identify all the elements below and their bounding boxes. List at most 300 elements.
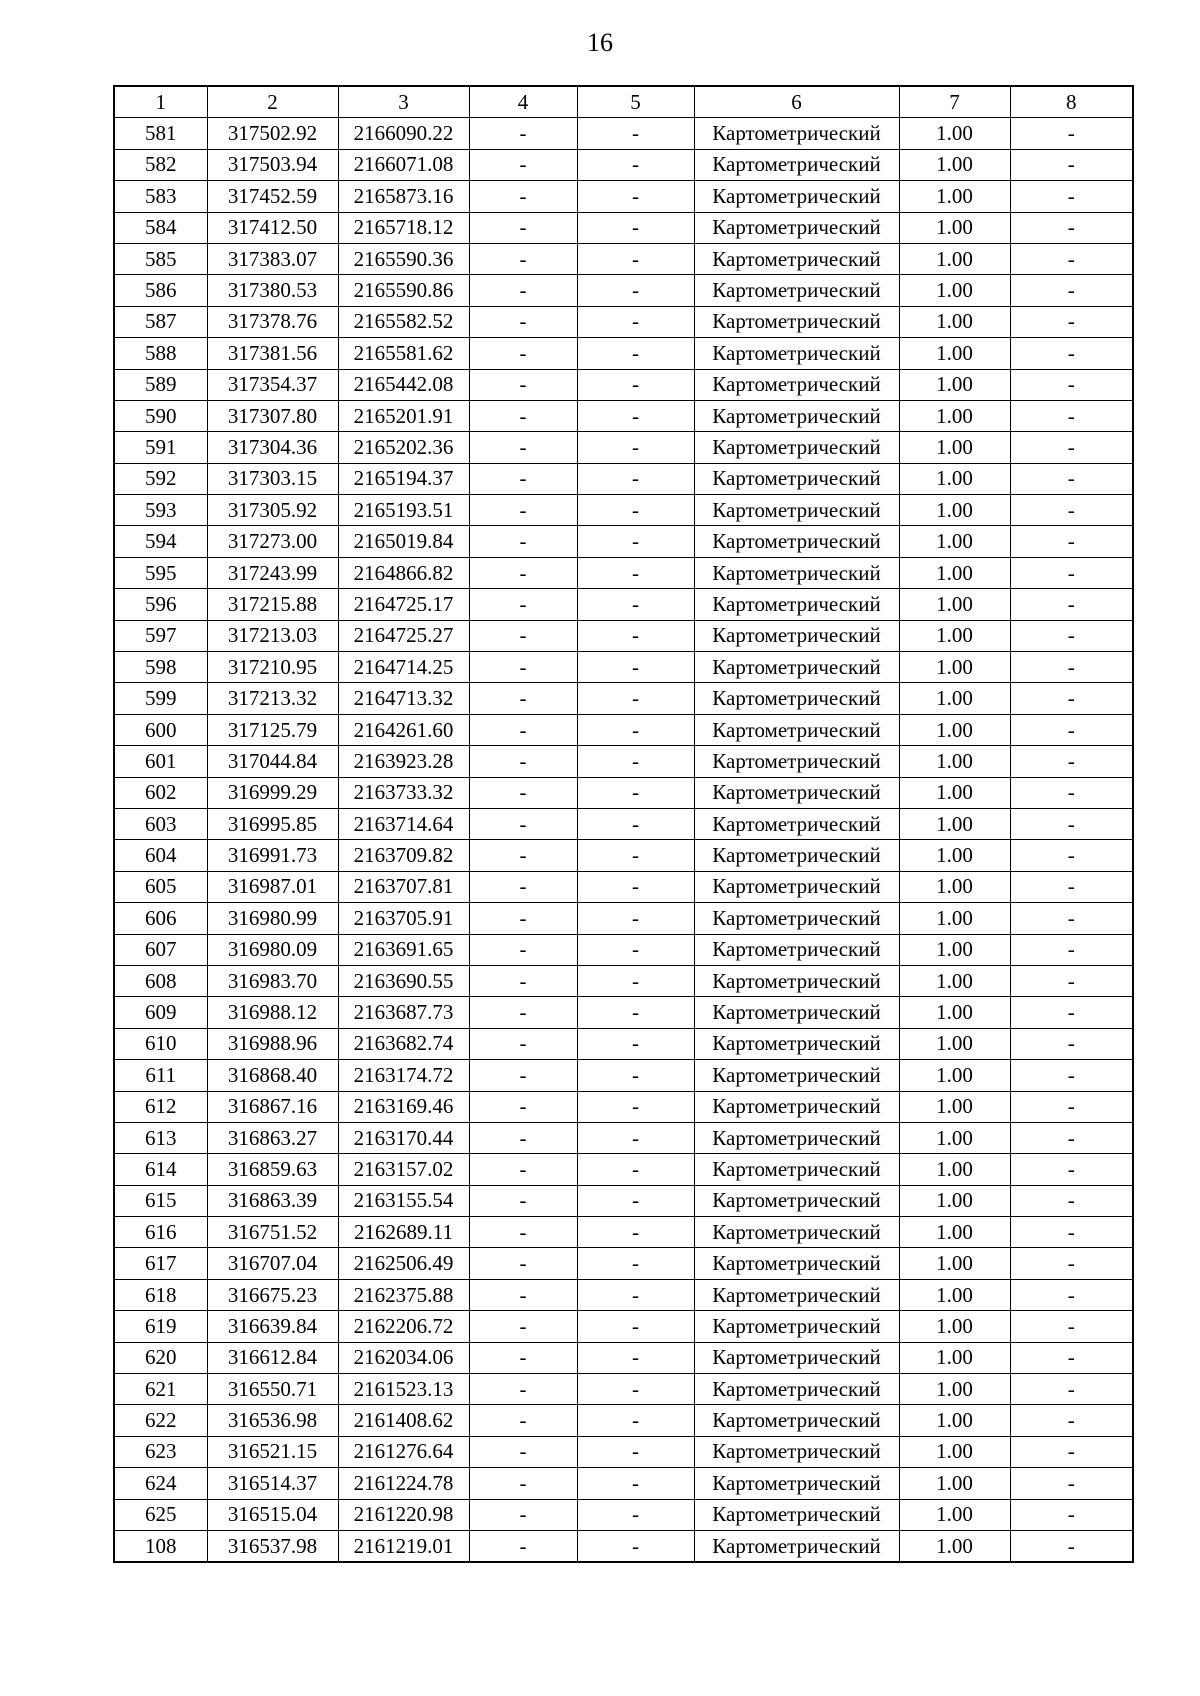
table-cell-col5: - [577, 1530, 694, 1562]
table-cell-col4: - [469, 589, 577, 620]
table-cell-col3: 2161523.13 [338, 1374, 469, 1405]
table-cell-col3: 2163155.54 [338, 1185, 469, 1216]
table-cell-col3: 2163709.82 [338, 840, 469, 871]
table-cell-col3: 2162689.11 [338, 1217, 469, 1248]
table-cell-col7: 1.00 [899, 620, 1010, 651]
table-cell-col8: - [1010, 714, 1133, 745]
table-cell-col1: 584 [114, 212, 207, 243]
table-cell-col3: 2163733.32 [338, 777, 469, 808]
table-cell-col7: 1.00 [899, 369, 1010, 400]
table-cell-col4: - [469, 840, 577, 871]
table-cell-col7: 1.00 [899, 840, 1010, 871]
table-cell-col7: 1.00 [899, 1374, 1010, 1405]
table-cell-col5: - [577, 1342, 694, 1373]
table-cell-col7: 1.00 [899, 149, 1010, 180]
table-cell-col5: - [577, 338, 694, 369]
table-cell-col2: 316988.96 [207, 1028, 338, 1059]
table-cell-col4: - [469, 306, 577, 337]
table-cell-col2: 317125.79 [207, 714, 338, 745]
table-cell-col6: Картометрический [694, 1154, 899, 1185]
table-cell-col5: - [577, 934, 694, 965]
table-cell-col5: - [577, 1436, 694, 1467]
table-cell-col2: 316521.15 [207, 1436, 338, 1467]
table-cell-col8: - [1010, 243, 1133, 274]
table-cell-col3: 2162506.49 [338, 1248, 469, 1279]
table-cell-col1: 587 [114, 306, 207, 337]
table-cell-col5: - [577, 243, 694, 274]
table-cell-col6: Картометрический [694, 212, 899, 243]
table-cell-col7: 1.00 [899, 1279, 1010, 1310]
table-cell-col2: 317210.95 [207, 652, 338, 683]
column-header-7: 7 [899, 86, 1010, 118]
table-cell-col5: - [577, 903, 694, 934]
table-cell-col8: - [1010, 808, 1133, 839]
table-cell-col1: 581 [114, 118, 207, 149]
table-cell-col2: 316991.73 [207, 840, 338, 871]
table-cell-col5: - [577, 1499, 694, 1530]
table-cell-col4: - [469, 463, 577, 494]
table-row [114, 212, 1133, 243]
table-cell-col4: - [469, 212, 577, 243]
table-cell-col6: Картометрический [694, 243, 899, 274]
table-cell-col5: - [577, 714, 694, 745]
table-cell-col7: 1.00 [899, 589, 1010, 620]
table-cell-col3: 2164725.27 [338, 620, 469, 651]
table-cell-col3: 2164866.82 [338, 557, 469, 588]
table-cell-col2: 316612.84 [207, 1342, 338, 1373]
table-row [114, 1217, 1133, 1248]
table-row [114, 997, 1133, 1028]
table-cell-col8: - [1010, 1436, 1133, 1467]
table-cell-col3: 2163707.81 [338, 871, 469, 902]
table-cell-col3: 2164714.25 [338, 652, 469, 683]
table-cell-col4: - [469, 275, 577, 306]
table-cell-col1: 613 [114, 1122, 207, 1153]
table-row [114, 1405, 1133, 1436]
table-cell-col3: 2165582.52 [338, 306, 469, 337]
table-cell-col6: Картометрический [694, 683, 899, 714]
table-cell-col6: Картометрический [694, 808, 899, 839]
table-cell-col4: - [469, 1468, 577, 1499]
table-cell-col3: 2161220.98 [338, 1499, 469, 1530]
table-cell-col2: 316639.84 [207, 1311, 338, 1342]
table-row [114, 777, 1133, 808]
table-cell-col4: - [469, 1154, 577, 1185]
table-cell-col8: - [1010, 212, 1133, 243]
table-cell-col5: - [577, 306, 694, 337]
table-row [114, 1185, 1133, 1216]
column-header-1: 1 [114, 86, 207, 118]
table-cell-col6: Картометрический [694, 181, 899, 212]
table-cell-col6: Картометрический [694, 997, 899, 1028]
table-cell-col8: - [1010, 746, 1133, 777]
table-cell-col8: - [1010, 589, 1133, 620]
table-cell-col1: 618 [114, 1279, 207, 1310]
table-cell-col3: 2163923.28 [338, 746, 469, 777]
table-cell-col1: 582 [114, 149, 207, 180]
table-row [114, 306, 1133, 337]
table-cell-col6: Картометрический [694, 338, 899, 369]
table-row [114, 1154, 1133, 1185]
table-cell-col3: 2161224.78 [338, 1468, 469, 1499]
table-cell-col8: - [1010, 118, 1133, 149]
table-cell-col7: 1.00 [899, 808, 1010, 839]
table-cell-col6: Картометрический [694, 871, 899, 902]
table-cell-col1: 583 [114, 181, 207, 212]
table-row [114, 1248, 1133, 1279]
table-cell-col1: 606 [114, 903, 207, 934]
table-cell-col1: 610 [114, 1028, 207, 1059]
table-cell-col6: Картометрический [694, 1060, 899, 1091]
table-cell-col4: - [469, 777, 577, 808]
table-cell-col1: 596 [114, 589, 207, 620]
table-cell-col8: - [1010, 1028, 1133, 1059]
table-cell-col8: - [1010, 1060, 1133, 1091]
table-cell-col7: 1.00 [899, 997, 1010, 1028]
table-cell-col2: 316863.39 [207, 1185, 338, 1216]
table-cell-col2: 316515.04 [207, 1499, 338, 1530]
table-cell-col8: - [1010, 871, 1133, 902]
table-cell-col7: 1.00 [899, 714, 1010, 745]
table-cell-col7: 1.00 [899, 1248, 1010, 1279]
table-cell-col7: 1.00 [899, 1060, 1010, 1091]
table-cell-col2: 317213.03 [207, 620, 338, 651]
table-cell-col8: - [1010, 1248, 1133, 1279]
table-row [114, 1436, 1133, 1467]
table-cell-col6: Картометрический [694, 1342, 899, 1373]
table-cell-col4: - [469, 1122, 577, 1153]
table-cell-col7: 1.00 [899, 181, 1010, 212]
table-cell-col1: 623 [114, 1436, 207, 1467]
table-cell-col8: - [1010, 840, 1133, 871]
table-cell-col3: 2163690.55 [338, 965, 469, 996]
table-row [114, 1122, 1133, 1153]
table-row [114, 432, 1133, 463]
table-cell-col5: - [577, 557, 694, 588]
table-cell-col2: 316980.09 [207, 934, 338, 965]
table-row [114, 1468, 1133, 1499]
table-cell-col1: 597 [114, 620, 207, 651]
table-row [114, 463, 1133, 494]
column-header-3: 3 [338, 86, 469, 118]
table-cell-col1: 108 [114, 1530, 207, 1562]
table-cell-col5: - [577, 149, 694, 180]
table-cell-col5: - [577, 965, 694, 996]
table-cell-col1: 585 [114, 243, 207, 274]
table-cell-col5: - [577, 1060, 694, 1091]
column-header-2: 2 [207, 86, 338, 118]
table-cell-col8: - [1010, 369, 1133, 400]
table-cell-col2: 317380.53 [207, 275, 338, 306]
table-cell-col2: 316980.99 [207, 903, 338, 934]
table-cell-col6: Картометрический [694, 432, 899, 463]
table-cell-col4: - [469, 903, 577, 934]
table-cell-col3: 2163682.74 [338, 1028, 469, 1059]
table-row [114, 746, 1133, 777]
table-cell-col8: - [1010, 400, 1133, 431]
table-cell-col4: - [469, 1060, 577, 1091]
table-row [114, 808, 1133, 839]
table-cell-col5: - [577, 463, 694, 494]
table-cell-col8: - [1010, 432, 1133, 463]
table-cell-col6: Картометрический [694, 1091, 899, 1122]
table-cell-col3: 2163157.02 [338, 1154, 469, 1185]
table-cell-col4: - [469, 652, 577, 683]
table-cell-col3: 2164725.17 [338, 589, 469, 620]
table-cell-col2: 317503.94 [207, 149, 338, 180]
table-cell-col8: - [1010, 181, 1133, 212]
table-cell-col7: 1.00 [899, 463, 1010, 494]
table-cell-col8: - [1010, 526, 1133, 557]
table-row [114, 589, 1133, 620]
table-cell-col6: Картометрический [694, 746, 899, 777]
table-cell-col2: 316675.23 [207, 1279, 338, 1310]
table-cell-col8: - [1010, 1154, 1133, 1185]
table-cell-col5: - [577, 746, 694, 777]
table-row [114, 118, 1133, 149]
table-cell-col8: - [1010, 652, 1133, 683]
table-cell-col4: - [469, 746, 577, 777]
table-row [114, 526, 1133, 557]
table-cell-col3: 2162206.72 [338, 1311, 469, 1342]
table-cell-col2: 317412.50 [207, 212, 338, 243]
table-cell-col1: 589 [114, 369, 207, 400]
table-cell-col5: - [577, 808, 694, 839]
table-cell-col8: - [1010, 997, 1133, 1028]
table-cell-col6: Картометрический [694, 1468, 899, 1499]
table-cell-col8: - [1010, 934, 1133, 965]
table-cell-col1: 593 [114, 495, 207, 526]
table-cell-col2: 317381.56 [207, 338, 338, 369]
table-row [114, 683, 1133, 714]
table-cell-col2: 316863.27 [207, 1122, 338, 1153]
table-cell-col6: Картометрический [694, 1499, 899, 1530]
table-row [114, 714, 1133, 745]
table-cell-col4: - [469, 1405, 577, 1436]
table-cell-col6: Картометрический [694, 149, 899, 180]
table-row [114, 840, 1133, 871]
table-cell-col2: 317305.92 [207, 495, 338, 526]
table-cell-col2: 316988.12 [207, 997, 338, 1028]
table-cell-col2: 316536.98 [207, 1405, 338, 1436]
table-body [114, 118, 1133, 1562]
table-cell-col1: 608 [114, 965, 207, 996]
table-cell-col7: 1.00 [899, 1530, 1010, 1562]
table-cell-col5: - [577, 526, 694, 557]
table-cell-col8: - [1010, 1499, 1133, 1530]
table-cell-col5: - [577, 1091, 694, 1122]
table-cell-col5: - [577, 400, 694, 431]
table-cell-col5: - [577, 369, 694, 400]
table-cell-col7: 1.00 [899, 871, 1010, 902]
table-cell-col4: - [469, 432, 577, 463]
table-cell-col2: 316751.52 [207, 1217, 338, 1248]
table-cell-col6: Картометрический [694, 777, 899, 808]
table-cell-col7: 1.00 [899, 1122, 1010, 1153]
table-cell-col1: 586 [114, 275, 207, 306]
table-cell-col8: - [1010, 149, 1133, 180]
table-cell-col5: - [577, 1154, 694, 1185]
table-row [114, 1028, 1133, 1059]
table-row [114, 965, 1133, 996]
table-cell-col4: - [469, 1185, 577, 1216]
table-cell-col6: Картометрический [694, 1122, 899, 1153]
table-cell-col8: - [1010, 903, 1133, 934]
table-cell-col6: Картометрический [694, 589, 899, 620]
table-row [114, 1279, 1133, 1310]
table-cell-col7: 1.00 [899, 1154, 1010, 1185]
table-cell-col4: - [469, 965, 577, 996]
table-cell-col1: 615 [114, 1185, 207, 1216]
table-cell-col7: 1.00 [899, 1185, 1010, 1216]
table-cell-col4: - [469, 1279, 577, 1310]
table-row [114, 1342, 1133, 1373]
table-cell-col2: 316550.71 [207, 1374, 338, 1405]
table-cell-col7: 1.00 [899, 557, 1010, 588]
table-cell-col6: Картометрический [694, 118, 899, 149]
column-header-6: 6 [694, 86, 899, 118]
table-cell-col7: 1.00 [899, 526, 1010, 557]
table-cell-col5: - [577, 1311, 694, 1342]
table-cell-col4: - [469, 1217, 577, 1248]
table-cell-col6: Картометрический [694, 1436, 899, 1467]
table-row [114, 1091, 1133, 1122]
table-cell-col8: - [1010, 275, 1133, 306]
table-cell-col8: - [1010, 1468, 1133, 1499]
table-cell-col4: - [469, 1028, 577, 1059]
table-cell-col4: - [469, 1091, 577, 1122]
table-cell-col2: 317502.92 [207, 118, 338, 149]
table-cell-col1: 594 [114, 526, 207, 557]
table-cell-col8: - [1010, 620, 1133, 651]
table-cell-col1: 621 [114, 1374, 207, 1405]
table-cell-col8: - [1010, 1091, 1133, 1122]
table-cell-col1: 611 [114, 1060, 207, 1091]
table-cell-col2: 317215.88 [207, 589, 338, 620]
table-cell-col2: 316987.01 [207, 871, 338, 902]
table-cell-col3: 2165590.86 [338, 275, 469, 306]
table-cell-col6: Картометрический [694, 526, 899, 557]
column-header-4: 4 [469, 86, 577, 118]
table-cell-col4: - [469, 149, 577, 180]
table-cell-col7: 1.00 [899, 1342, 1010, 1373]
table-cell-col6: Картометрический [694, 275, 899, 306]
table-cell-col7: 1.00 [899, 683, 1010, 714]
table-cell-col2: 317378.76 [207, 306, 338, 337]
table-cell-col8: - [1010, 1122, 1133, 1153]
table-cell-col6: Картометрический [694, 1028, 899, 1059]
table-cell-col5: - [577, 1122, 694, 1153]
table-cell-col1: 619 [114, 1311, 207, 1342]
column-header-5: 5 [577, 86, 694, 118]
table-cell-col7: 1.00 [899, 1091, 1010, 1122]
table-cell-col7: 1.00 [899, 243, 1010, 274]
table-row [114, 495, 1133, 526]
table-cell-col5: - [577, 495, 694, 526]
table-cell-col5: - [577, 1028, 694, 1059]
table-cell-col8: - [1010, 463, 1133, 494]
table-cell-col5: - [577, 589, 694, 620]
table-row [114, 652, 1133, 683]
table-cell-col7: 1.00 [899, 1311, 1010, 1342]
table-cell-col5: - [577, 652, 694, 683]
table-cell-col1: 599 [114, 683, 207, 714]
table-cell-col2: 316537.98 [207, 1530, 338, 1562]
table-cell-col7: 1.00 [899, 903, 1010, 934]
table-cell-col4: - [469, 683, 577, 714]
table-cell-col2: 317044.84 [207, 746, 338, 777]
table-cell-col4: - [469, 1499, 577, 1530]
table-cell-col3: 2165718.12 [338, 212, 469, 243]
table-cell-col7: 1.00 [899, 652, 1010, 683]
table-row [114, 620, 1133, 651]
table-row [114, 1374, 1133, 1405]
table-cell-col6: Картометрический [694, 1279, 899, 1310]
table-cell-col3: 2165873.16 [338, 181, 469, 212]
table-cell-col1: 622 [114, 1405, 207, 1436]
table-cell-col7: 1.00 [899, 746, 1010, 777]
table-cell-col7: 1.00 [899, 1028, 1010, 1059]
table-cell-col4: - [469, 934, 577, 965]
table-cell-col1: 590 [114, 400, 207, 431]
table-cell-col5: - [577, 275, 694, 306]
table-row [114, 400, 1133, 431]
table-cell-col5: - [577, 181, 694, 212]
table-cell-col4: - [469, 495, 577, 526]
table-cell-col3: 2163174.72 [338, 1060, 469, 1091]
table-cell-col6: Картометрический [694, 1374, 899, 1405]
table-cell-col2: 316859.63 [207, 1154, 338, 1185]
table-cell-col7: 1.00 [899, 1436, 1010, 1467]
table-cell-col8: - [1010, 1342, 1133, 1373]
table-cell-col3: 2165194.37 [338, 463, 469, 494]
table-cell-col5: - [577, 1374, 694, 1405]
table-cell-col8: - [1010, 1374, 1133, 1405]
table-cell-col3: 2163691.65 [338, 934, 469, 965]
table-cell-col1: 620 [114, 1342, 207, 1373]
table-cell-col2: 316514.37 [207, 1468, 338, 1499]
table-cell-col4: - [469, 1311, 577, 1342]
table-cell-col1: 617 [114, 1248, 207, 1279]
table-cell-col6: Картометрический [694, 1248, 899, 1279]
table-cell-col2: 317452.59 [207, 181, 338, 212]
table-cell-col4: - [469, 714, 577, 745]
table-cell-col5: - [577, 840, 694, 871]
table-cell-col2: 317383.07 [207, 243, 338, 274]
table-cell-col6: Картометрический [694, 652, 899, 683]
table-cell-col3: 2165019.84 [338, 526, 469, 557]
table-cell-col2: 317243.99 [207, 557, 338, 588]
table-cell-col6: Картометрический [694, 1217, 899, 1248]
table-cell-col7: 1.00 [899, 1499, 1010, 1530]
table-cell-col1: 595 [114, 557, 207, 588]
table-cell-col5: - [577, 1405, 694, 1436]
table-cell-col3: 2165193.51 [338, 495, 469, 526]
table-cell-col5: - [577, 1279, 694, 1310]
table-cell-col8: - [1010, 1405, 1133, 1436]
table-cell-col6: Картометрический [694, 714, 899, 745]
table-cell-col1: 598 [114, 652, 207, 683]
table-cell-col8: - [1010, 965, 1133, 996]
table-cell-col6: Картометрический [694, 620, 899, 651]
table-cell-col1: 588 [114, 338, 207, 369]
page-number: 16 [587, 28, 613, 57]
table-cell-col5: - [577, 1217, 694, 1248]
table-row [114, 1060, 1133, 1091]
table-cell-col3: 2166090.22 [338, 118, 469, 149]
table-row [114, 181, 1133, 212]
table-cell-col1: 601 [114, 746, 207, 777]
